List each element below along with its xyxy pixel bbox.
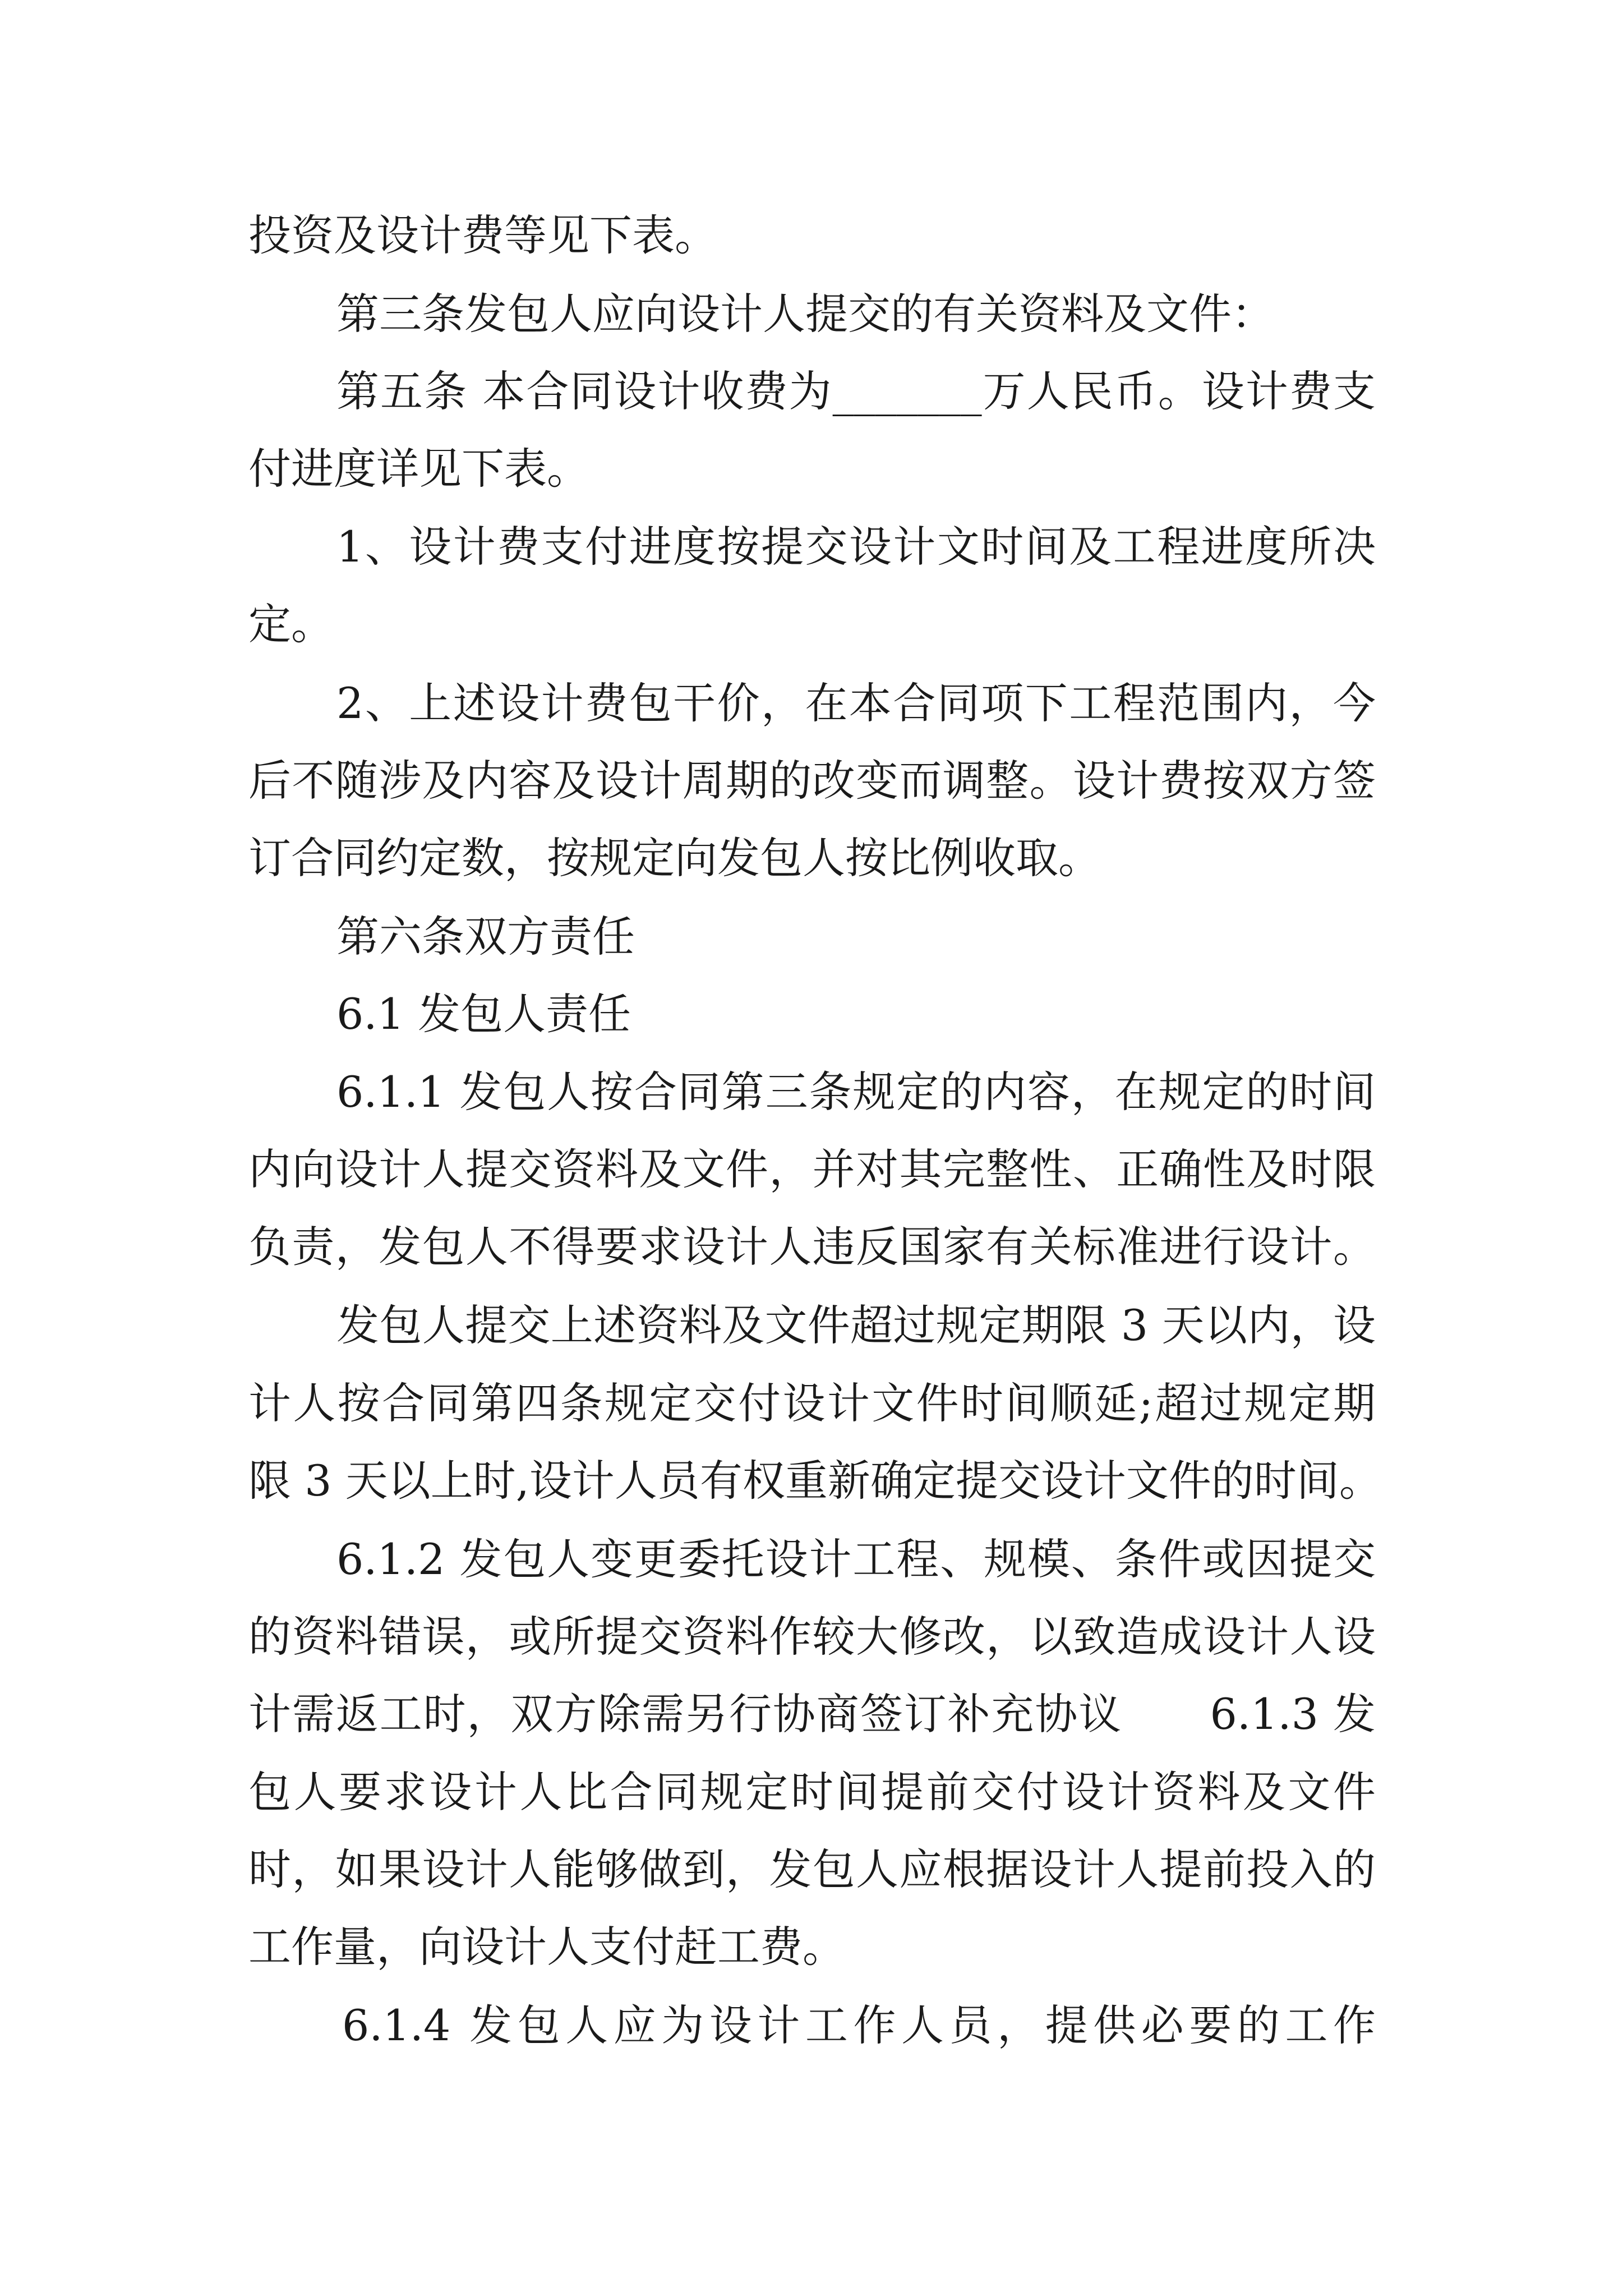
text-line: 2、上述设计费包干价，在本合同项下工程范围内，今	[336, 678, 1376, 728]
text-line: 计需返工时，双方除需另行协商签订补充协议 6.1.3 发	[248, 1689, 1376, 1739]
text-line: 订合同约定数，按规定向发包人按比例收取。	[248, 833, 1101, 883]
text-line: 限 3 天以上时,设计人员有权重新确定提交设计文件的时间。	[248, 1456, 1382, 1506]
text-line: 发包人提交上述资料及文件超过规定期限 3 天以内，设	[336, 1300, 1376, 1350]
text-line: 时，如果设计人能够做到，发包人应根据设计人提前投入的	[248, 1844, 1376, 1894]
text-line: 1、设计费支付进度按提交设计文时间及工程进度所决	[336, 522, 1376, 572]
text-line: 的资料错误，或所提交资料作较大修改，以致造成设计人设	[248, 1612, 1376, 1662]
text-line: 6.1.2 发包人变更委托设计工程、规模、条件或因提交	[336, 1534, 1376, 1584]
text-line: 包人要求设计人比合同规定时间提前交付设计资料及文件	[248, 1767, 1376, 1817]
text-line: 计人按合同第四条规定交付设计文件时间顺延;超过规定期	[248, 1378, 1376, 1428]
text-line: 6.1 发包人责任	[336, 989, 631, 1039]
text-line: 6.1.4 发包人应为设计工作人员，提供必要的工作	[342, 2000, 1376, 2050]
text-line: 投资及设计费等见下表。	[248, 210, 717, 260]
text-line: 工作量，向设计人支付赶工费。	[248, 1922, 845, 1972]
text-line: 负责，发包人不得要求设计人违反国家有关标准进行设计。	[248, 1222, 1376, 1272]
text-line: 第五条 本合同设计收费为_______万人民币。设计费支	[336, 366, 1376, 416]
text-line: 第三条发包人应向设计人提交的有关资料及文件：	[336, 289, 1274, 339]
text-line: 内向设计人提交资料及文件，并对其完整性、正确性及时限	[248, 1144, 1376, 1194]
text-line: 定。	[248, 599, 334, 649]
text-line: 后不随涉及内容及设计周期的改变而调整。设计费按双方签	[248, 756, 1376, 806]
text-line: 第六条双方责任	[336, 912, 635, 961]
text-line: 6.1.1 发包人按合同第三条规定的内容，在规定的时间	[336, 1067, 1376, 1117]
text-line: 付进度详见下表。	[248, 444, 589, 494]
